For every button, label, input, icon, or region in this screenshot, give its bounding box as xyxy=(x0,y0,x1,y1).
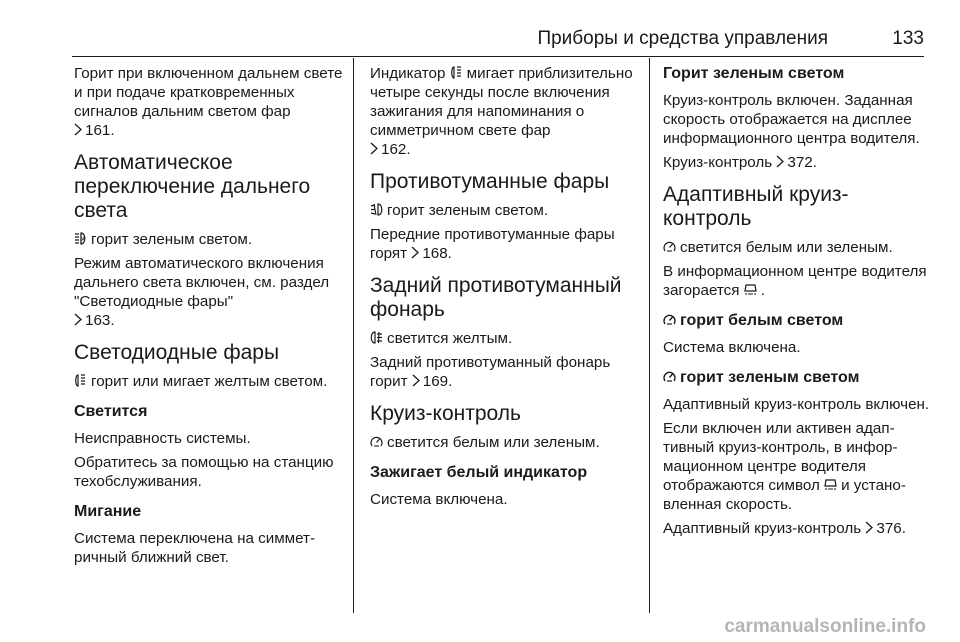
acc-green-text-2: Если включен или активен адаптивный круиз-контроль, в информационном центре водителя отображаются символ и установленная скорость. xyxy=(663,420,906,513)
acc-reference-text: Адаптивный круиз-контроль 376. xyxy=(663,520,906,537)
green-light-text: Круиз-контроль включен. Заданная скорость отображается на дисплее информационного центра водителя. xyxy=(663,92,920,147)
heading-auto-high-beam: Автоматическое переключение дальнего света xyxy=(74,151,311,222)
heading-fog-lights: Противотуманные фары xyxy=(370,170,610,193)
led-indicator-text: горит или мигает желтым светом. xyxy=(74,372,346,391)
reference-arrow-icon xyxy=(370,142,378,155)
column-divider-2 xyxy=(649,58,650,613)
cruise-indicator-text: светится белым или зеленым. xyxy=(370,433,642,452)
rear-fog-light-icon xyxy=(370,330,383,345)
rear-fog-text: Задний противотуманный фонарь горит 169. xyxy=(370,354,611,390)
vehicle-ahead-icon xyxy=(744,282,757,297)
cruise-reference-text: Круиз-контроль 372. xyxy=(663,154,817,171)
on-text-1: Неисправность системы. xyxy=(74,430,251,447)
high-beam-text: Горит при включенном дальнем свете и при подаче кратковременных сигналов дальним светом фар 161. xyxy=(74,65,343,139)
reference-arrow-icon xyxy=(865,521,873,534)
column-divider-1 xyxy=(353,58,354,613)
column-2 xyxy=(370,64,642,514)
on-text-2: Обратитесь за помощью на станцию техобслуживания. xyxy=(74,454,334,490)
heading-cruise-control: Круиз-контроль xyxy=(370,402,521,425)
page-header xyxy=(0,0,960,57)
led-headlight-icon xyxy=(450,65,463,80)
header-divider xyxy=(72,56,924,57)
heading-acc-green: горит зеленым светом xyxy=(663,368,935,388)
reference-arrow-icon xyxy=(776,155,784,168)
rear-fog-indicator-text: светится желтым. xyxy=(370,329,642,348)
heading-acc-white: горит белым светом xyxy=(663,311,935,331)
reference-arrow-icon xyxy=(411,246,419,259)
cruise-control-icon xyxy=(663,239,676,254)
reference-arrow-icon xyxy=(74,123,82,136)
heading-adaptive-cruise: Адаптивный круиз-контроль xyxy=(663,183,849,230)
column-1 xyxy=(74,64,346,572)
white-indicator-text: Система включена. xyxy=(370,491,508,508)
heading-blinking: Мигание xyxy=(74,503,142,520)
acc-indicator-text: светится белым или зеленым. xyxy=(663,238,935,257)
led-headlight-icon xyxy=(74,373,87,388)
page-reference[interactable]: 169. xyxy=(422,373,453,390)
section-title: Приборы и средства управления xyxy=(537,28,828,49)
cruise-control-icon xyxy=(663,369,676,384)
heading-led-headlights: Светодиодные фары xyxy=(74,341,280,364)
acc-green-text-1: Адаптивный круиз-контроль включен. xyxy=(663,396,930,413)
svg-text:A: A xyxy=(81,237,85,243)
page-reference[interactable]: 161. xyxy=(85,122,115,139)
front-fog-light-icon xyxy=(370,202,383,217)
cruise-control-icon xyxy=(663,312,676,327)
page-reference[interactable]: 372. xyxy=(787,154,817,171)
heading-on: Светится xyxy=(74,403,148,420)
heading-white-indicator: Зажигает белый индикатор xyxy=(370,464,588,481)
fog-text: Передние противотуманные фары горят 168. xyxy=(370,226,615,262)
acc-white-text: Система включена. xyxy=(663,339,801,356)
indicator-blink-text: Индикатор мигает приблизительно четыре секунды после включения зажигания для напоминания о симметричном свете фар 162. xyxy=(370,65,633,158)
auto-high-beam-indicator-text: A горит зеленым светом. xyxy=(74,230,346,249)
page-number: 133 xyxy=(892,28,924,49)
blinking-text: Система переключена на симметричный ближний свет. xyxy=(74,530,316,566)
page-reference[interactable]: 163. xyxy=(85,312,115,329)
page-reference[interactable]: 162. xyxy=(381,141,411,158)
page-reference[interactable]: 376. xyxy=(876,520,906,537)
heading-rear-fog-light: Задний противотуманный фонарь xyxy=(370,274,622,321)
page-reference[interactable]: 168. xyxy=(422,245,452,262)
auto-high-beam-text: Режим автоматического включения дальнего света включен, см. раздел "Светодиодные фары" 163. xyxy=(74,255,330,329)
acc-display-text: В информационном центре водителя загорается . xyxy=(663,263,927,299)
auto-high-beam-icon xyxy=(74,231,87,246)
fog-indicator-text: горит зеленым светом. xyxy=(370,201,642,220)
heading-green-light: Горит зеленым светом xyxy=(663,65,845,82)
reference-arrow-icon xyxy=(412,374,420,387)
column-3 xyxy=(663,64,935,543)
reference-arrow-icon xyxy=(74,313,82,326)
cruise-control-icon xyxy=(370,434,383,449)
watermark: carmanualsonline.info xyxy=(724,616,926,637)
vehicle-ahead-icon xyxy=(824,477,837,492)
